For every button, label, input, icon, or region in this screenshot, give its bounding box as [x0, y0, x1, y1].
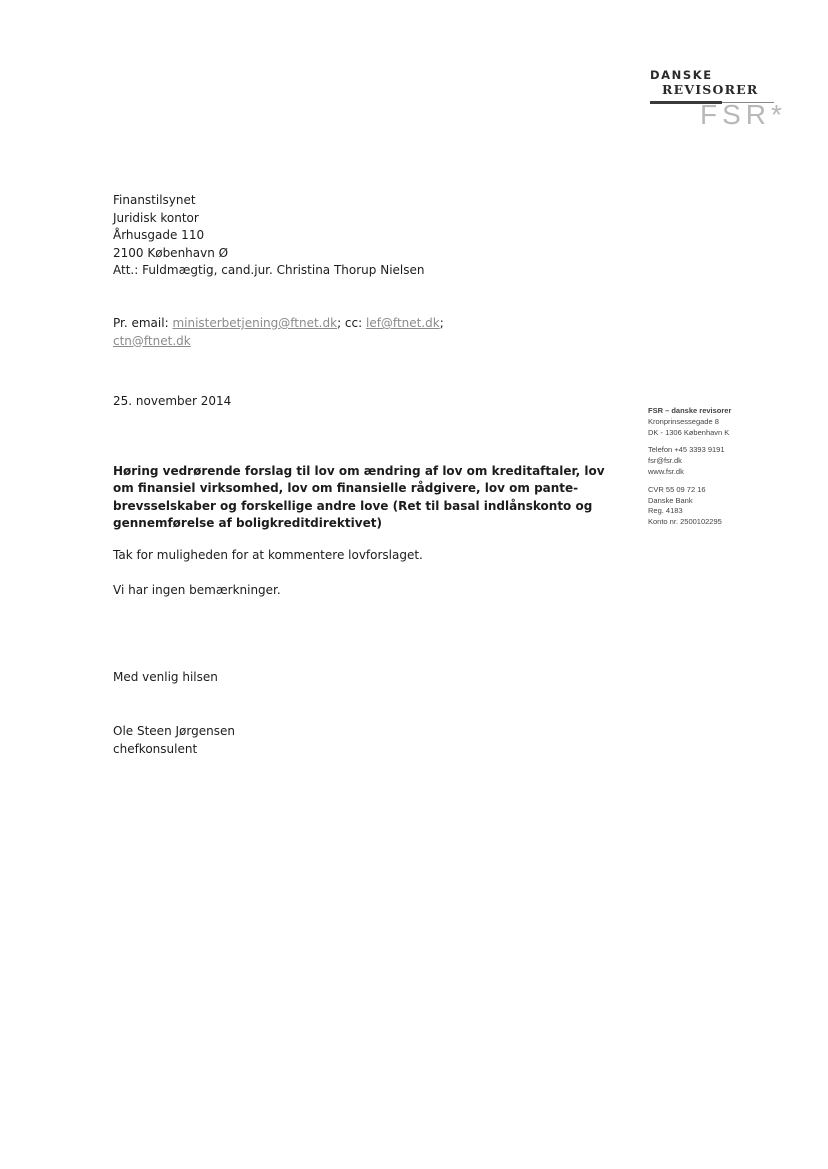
signature-title: chefkonsulent	[113, 741, 198, 756]
letter-date: 25. november 2014	[113, 394, 232, 408]
recipient-line: Juridisk kontor	[113, 210, 199, 225]
company-reg: Reg. 4183	[648, 506, 683, 516]
letter-subject: Høring vedrørende forslag til lov om ændring af lov om kreditaftaler, lov om finansiel virksomhed, lov om finansielle rådgivere, lov om pante-brevsselskaber og forskellige andre love (Ret til basal indlånskonto og gennemførelse af boligkreditdirektivet)	[113, 464, 605, 531]
signature-name: Ole Steen Jørgensen	[113, 724, 235, 738]
email-block	[113, 315, 444, 350]
logo-line-revisorer: REVISORER	[662, 82, 759, 97]
email-line	[113, 333, 444, 351]
email-link-lef[interactable]: lef@ftnet.dk	[365, 316, 440, 330]
recipient-line: Att.: Fuldmægtig, cand.jur. Christina Thorup Nielsen	[113, 263, 425, 278]
company-phone: Telefon +45 3393 9191	[648, 445, 725, 455]
company-street: Kronprinsessegade 8	[648, 416, 719, 426]
email-link-ctn[interactable]: ctn@ftnet.dk	[113, 333, 191, 348]
email-separator: ; cc:	[337, 316, 366, 330]
closing: Med venlig hilsen	[113, 670, 218, 684]
email-prefix: Pr. email:	[113, 316, 173, 330]
body-paragraph: Tak for muligheden for at kommentere lovforslaget.	[113, 548, 423, 562]
logo-mark-fsr: FSR*	[700, 99, 787, 130]
company-website: www.fsr.dk	[648, 466, 684, 476]
company-bank: Danske Bank	[648, 495, 693, 505]
company-cvr: CVR 55 09 72 16	[648, 484, 706, 494]
email-link-ministerbetjening[interactable]: ministerbetjening@ftnet.dk	[172, 316, 338, 330]
email-separator: ;	[439, 316, 444, 330]
company-info-sidebar	[648, 406, 731, 528]
company-email: fsr@fsr.dk	[648, 456, 682, 466]
recipient-address	[113, 192, 424, 280]
company-logo	[646, 68, 787, 130]
company-name: FSR – danske revisorer	[648, 406, 732, 415]
recipient-line: Århusgade 110	[113, 228, 205, 243]
company-account: Konto nr. 2500102295	[648, 517, 722, 527]
recipient-line: 2100 København Ø	[113, 245, 229, 260]
email-line	[113, 315, 444, 333]
recipient-line: Finanstilsynet	[113, 193, 196, 207]
company-city: DK - 1306 København K	[648, 427, 730, 437]
body-paragraph: Vi har ingen bemærkninger.	[113, 583, 281, 597]
logo-line-danske: DANSKE	[650, 68, 713, 82]
signature-block	[113, 723, 235, 758]
